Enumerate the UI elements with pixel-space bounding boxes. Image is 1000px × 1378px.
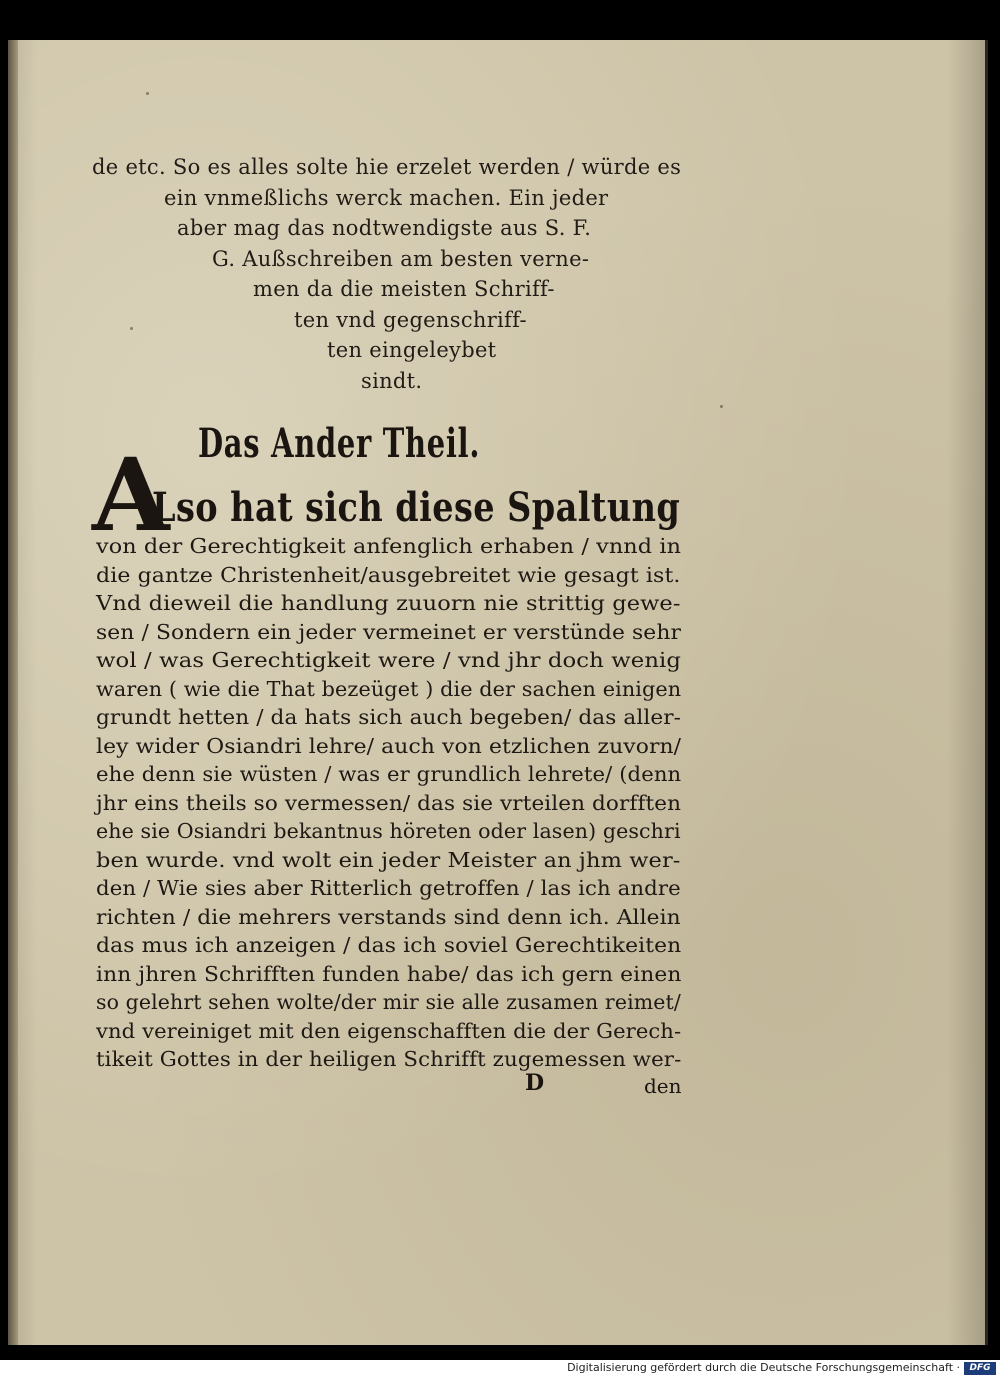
body-line: jhr eins theils so vermessen/ das sie vrteilen dorfften <box>96 790 682 815</box>
body-line: Vnd dieweil die handlung zuuorn nie strittig gewe- <box>96 591 681 615</box>
intro-line: men da die meisten Schriff- <box>253 277 555 301</box>
page-edge <box>985 40 988 1345</box>
body-line: richten / die mehrers verstands sind denn ich. Allein <box>96 904 681 929</box>
intro-line: ein vnmeßlichs werck machen. Ein jeder <box>164 185 609 210</box>
body-line: tikeit Gottes in der heiligen Schrifft zugemessen wer- <box>96 1047 682 1071</box>
body-line: die gantze Christenheit/ausgebreitet wie gesagt ist. <box>96 562 681 587</box>
intro-line: ten eingeleybet <box>327 338 497 362</box>
body-line: ehe sie Osiandri bekantnus höreten oder lasen) geschri <box>96 819 681 843</box>
catchword: den <box>644 1074 682 1098</box>
paper-speck <box>720 405 723 408</box>
body-line: den / Wie sies aber Ritterlich getroffen / las ich andre <box>96 876 681 900</box>
paper-speck <box>130 327 133 330</box>
body-line: waren ( wie die That bezeüget ) die der sachen einigen <box>96 676 682 701</box>
intro-line: G. Außschreiben am besten verne- <box>212 246 590 271</box>
page-spine-shadow <box>8 40 18 1345</box>
opening-line: Lso hat sich diese Spaltung <box>152 484 681 531</box>
body-line: ehe denn sie wüsten / was er grundlich lehrete/ (denn <box>96 762 682 786</box>
body-line: inn jhren Schrifften funden habe/ das ich gern einen <box>96 961 682 986</box>
intro-line: de etc. So es alles solte hie erzelet werden / würde es <box>92 155 682 179</box>
body-line: so gelehrt sehen wolte/der mir sie alle zusamen reimet/ <box>96 990 681 1014</box>
intro-line: sindt. <box>361 368 423 393</box>
dfg-logo: DFG <box>964 1362 996 1375</box>
body-line: grundt hetten / da hats sich auch begeben/ das aller- <box>96 705 682 729</box>
body-line: wol / was Gerechtigkeit were / vnd jhr doch wenig <box>96 648 682 672</box>
section-heading: Das Ander Theil. <box>198 420 481 467</box>
signature-mark: D <box>525 1070 545 1096</box>
body-line: von der Gerechtigkeit anfenglich erhaben / vnnd in <box>96 534 682 558</box>
intro-line: ten vnd gegenschriff- <box>294 307 527 332</box>
body-line: ley wider Osiandri lehre/ auch von etzlichen zuvorn/ <box>96 733 682 758</box>
drop-cap: A <box>92 436 170 554</box>
footer-bar <box>0 1360 1000 1378</box>
body-line: sen / Sondern ein jeder vermeinet er verstünde sehr <box>96 619 682 644</box>
intro-line: aber mag das nodtwendigste aus S. F. <box>177 216 592 240</box>
footer-credit: Digitalisierung gefördert durch die Deutsche Forschungsgemeinschaft · <box>567 1361 960 1374</box>
body-line: das mus ich anzeigen / das ich soviel Gerechtikeiten <box>96 933 682 957</box>
body-line: vnd vereiniget mit den eigenschafften die der Gerech- <box>96 1018 682 1043</box>
paper-speck <box>146 92 149 95</box>
body-line: ben wurde. vnd wolt ein jeder Meister an jhm wer- <box>96 847 681 872</box>
